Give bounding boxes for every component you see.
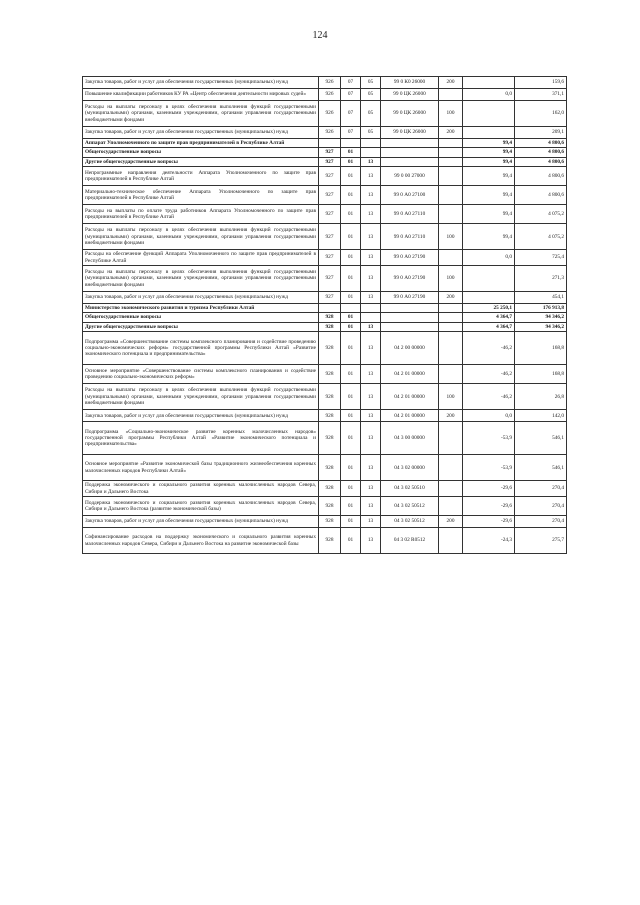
row-description: Закупка товаров, работ и услуг для обеспечения государственных (муниципальных) нужд xyxy=(83,292,319,304)
target-article: 99 0 00 27000 xyxy=(381,167,439,186)
row-description: Другие общегосударственные вопросы xyxy=(83,157,319,166)
target-article: 99 0 А0 27100 xyxy=(381,186,439,205)
amount-total: 454,1 xyxy=(515,292,567,304)
target-article: 04 2 01 00000 xyxy=(381,384,439,410)
subsection-code xyxy=(361,148,381,157)
table-row xyxy=(83,313,567,322)
amount-change: 99,4 xyxy=(463,139,515,148)
amount-total: 270,4 xyxy=(515,516,567,528)
section-code: 07 xyxy=(341,77,361,89)
expense-type xyxy=(439,481,463,497)
amount-change: -53,9 xyxy=(463,455,515,481)
ministry-code: 928 xyxy=(319,365,341,384)
table-row xyxy=(83,205,567,224)
amount-change: -29,6 xyxy=(463,497,515,516)
section-code xyxy=(341,139,361,148)
amount-total: 159,6 xyxy=(515,77,567,89)
expense-type: 200 xyxy=(439,410,463,422)
ministry-code: 928 xyxy=(319,332,341,365)
ministry-code: 927 xyxy=(319,266,341,292)
ministry-code: 927 xyxy=(319,292,341,304)
expense-type xyxy=(439,422,463,455)
expense-type xyxy=(439,148,463,157)
amount-change: -46,2 xyxy=(463,332,515,365)
amount-total: 176 913,8 xyxy=(515,304,567,313)
section-code: 07 xyxy=(341,101,361,127)
subsection-code: 13 xyxy=(361,167,381,186)
ministry-code xyxy=(319,304,341,313)
subsection-code: 13 xyxy=(361,186,381,205)
subsection-code xyxy=(361,304,381,313)
subsection-code: 13 xyxy=(361,422,381,455)
table-row xyxy=(83,266,567,292)
table-row xyxy=(83,292,567,304)
table-row xyxy=(83,497,567,516)
subsection-code: 13 xyxy=(361,516,381,528)
expense-type: 100 xyxy=(439,224,463,250)
ministry-code: 927 xyxy=(319,250,341,266)
expense-type xyxy=(439,186,463,205)
amount-total: 94 346,2 xyxy=(515,313,567,322)
amount-change: 99,4 xyxy=(463,157,515,166)
section-code: 01 xyxy=(341,422,361,455)
target-article xyxy=(381,148,439,157)
amount-total: 546,1 xyxy=(515,455,567,481)
section-code: 01 xyxy=(341,365,361,384)
table-row xyxy=(83,304,567,313)
section-code: 01 xyxy=(341,313,361,322)
subsection-code: 13 xyxy=(361,292,381,304)
subsection-code: 05 xyxy=(361,89,381,101)
table-row xyxy=(83,186,567,205)
amount-change: 99,4 xyxy=(463,186,515,205)
subsection-code: 13 xyxy=(361,455,381,481)
row-description: Материально-техническое обеспечение Аппарата Уполномоченного по защите прав предпринимателей в Республике Алтай xyxy=(83,186,319,205)
subsection-code xyxy=(361,313,381,322)
section-code: 01 xyxy=(341,292,361,304)
target-article xyxy=(381,157,439,166)
target-article: 99 0 ЦК 26000 xyxy=(381,127,439,139)
table-row xyxy=(83,148,567,157)
amount-change: 99,4 xyxy=(463,224,515,250)
amount-total: 371,1 xyxy=(515,89,567,101)
amount-change xyxy=(463,127,515,139)
subsection-code: 13 xyxy=(361,224,381,250)
amount-total: 4 800,6 xyxy=(515,157,567,166)
subsection-code: 05 xyxy=(361,77,381,89)
target-article: 99 0 А0 27110 xyxy=(381,224,439,250)
table-row xyxy=(83,139,567,148)
expense-type xyxy=(439,304,463,313)
target-article: 04 3 02 50512 xyxy=(381,497,439,516)
amount-change: 25 250,1 xyxy=(463,304,515,313)
subsection-code: 13 xyxy=(361,481,381,497)
section-code: 01 xyxy=(341,250,361,266)
expense-type: 200 xyxy=(439,77,463,89)
target-article: 04 3 02 R0512 xyxy=(381,528,439,554)
subsection-code: 13 xyxy=(361,266,381,292)
table-row xyxy=(83,224,567,250)
target-article: 99 0 А0 27190 xyxy=(381,250,439,266)
section-code: 01 xyxy=(341,528,361,554)
amount-change: 4 364,7 xyxy=(463,322,515,331)
amount-total: 4 075,2 xyxy=(515,205,567,224)
row-description: Закупка товаров, работ и услуг для обеспечения государственных (муниципальных) нужд xyxy=(83,127,319,139)
amount-total: 270,4 xyxy=(515,481,567,497)
ministry-code xyxy=(319,139,341,148)
row-description: Подпрограмма «Социально-экономическое развитие коренных малочисленных народов» государственной программы Республики Алтай «Развитие экономического потенциала и предпринимательства» xyxy=(83,422,319,455)
section-code: 07 xyxy=(341,89,361,101)
amount-total: 162,0 xyxy=(515,101,567,127)
table-row xyxy=(83,157,567,166)
row-description: Расходы на выплаты персоналу в целях обеспечения выполнения функций государственными (муниципальными) органами, казенными учреждениями, органами управления государственными внебюджетными фондами xyxy=(83,224,319,250)
amount-change: 99,4 xyxy=(463,148,515,157)
amount-change: 0,0 xyxy=(463,250,515,266)
table-row xyxy=(83,89,567,101)
table-row xyxy=(83,365,567,384)
expense-type xyxy=(439,455,463,481)
row-description: Другие общегосударственные вопросы xyxy=(83,322,319,331)
ministry-code: 926 xyxy=(319,77,341,89)
amount-change: 99,4 xyxy=(463,167,515,186)
ministry-code: 928 xyxy=(319,313,341,322)
row-description: Повышение квалификации работников КУ РА «Центр обеспечения деятельности мировых судей» xyxy=(83,89,319,101)
row-description: Расходы на выплаты персоналу в целях обеспечения выполнения функций государственными (муниципальными) органами, казенными учреждениями, органами управления государственными внебюджетными фондами xyxy=(83,384,319,410)
ministry-code: 928 xyxy=(319,410,341,422)
amount-change: 99,4 xyxy=(463,205,515,224)
section-code: 01 xyxy=(341,497,361,516)
subsection-code: 13 xyxy=(361,497,381,516)
ministry-code: 927 xyxy=(319,224,341,250)
target-article: 04 2 01 00000 xyxy=(381,365,439,384)
expense-type xyxy=(439,139,463,148)
section-code xyxy=(341,304,361,313)
amount-total: 26,8 xyxy=(515,384,567,410)
section-code: 01 xyxy=(341,455,361,481)
section-code: 01 xyxy=(341,167,361,186)
amount-change: 4 364,7 xyxy=(463,313,515,322)
table-row xyxy=(83,455,567,481)
amount-total: 4 800,6 xyxy=(515,148,567,157)
table-row xyxy=(83,101,567,127)
table-row xyxy=(83,127,567,139)
expense-type xyxy=(439,497,463,516)
amount-change: -53,9 xyxy=(463,422,515,455)
table-row xyxy=(83,167,567,186)
table-row xyxy=(83,422,567,455)
target-article: 04 3 02 50510 xyxy=(381,481,439,497)
budget-table xyxy=(82,76,567,554)
ministry-code: 926 xyxy=(319,127,341,139)
ministry-code: 927 xyxy=(319,205,341,224)
expense-type: 100 xyxy=(439,266,463,292)
ministry-code: 927 xyxy=(319,186,341,205)
ministry-code: 928 xyxy=(319,481,341,497)
amount-total: 725,4 xyxy=(515,250,567,266)
expense-type xyxy=(439,528,463,554)
target-article: 04 3 02 00000 xyxy=(381,455,439,481)
table-row xyxy=(83,322,567,331)
target-article: 99 0 А0 27110 xyxy=(381,205,439,224)
ministry-code: 926 xyxy=(319,89,341,101)
expense-type xyxy=(439,89,463,101)
amount-total: 546,1 xyxy=(515,422,567,455)
subsection-code: 13 xyxy=(361,365,381,384)
ministry-code: 928 xyxy=(319,322,341,331)
table-row xyxy=(83,384,567,410)
section-code: 01 xyxy=(341,224,361,250)
expense-type xyxy=(439,332,463,365)
amount-total: 4 075,2 xyxy=(515,224,567,250)
subsection-code: 05 xyxy=(361,127,381,139)
ministry-code: 928 xyxy=(319,384,341,410)
table-row xyxy=(83,528,567,554)
expense-type: 100 xyxy=(439,101,463,127)
amount-total: 4 800,6 xyxy=(515,167,567,186)
expense-type: 200 xyxy=(439,292,463,304)
row-description: Расходы на обеспечение функций Аппарата Уполномоченного по защите прав предпринимателей в Республике Алтай xyxy=(83,250,319,266)
table-row xyxy=(83,481,567,497)
amount-total: 142,0 xyxy=(515,410,567,422)
section-code: 01 xyxy=(341,332,361,365)
expense-type xyxy=(439,313,463,322)
subsection-code: 13 xyxy=(361,410,381,422)
target-article: 99 0 К0 26000 xyxy=(381,77,439,89)
row-description: Поддержка экономического и социального развития коренных малочисленных народов Севера, Сибири и Дальнего Востока xyxy=(83,481,319,497)
amount-change xyxy=(463,77,515,89)
amount-total: 168,8 xyxy=(515,365,567,384)
section-code: 01 xyxy=(341,384,361,410)
expense-type xyxy=(439,365,463,384)
row-description: Расходы на выплаты персоналу в целях обеспечения выполнения функций государственными (муниципальными) органами, казенными учреждениями, органами управления государственными внебюджетными фондами xyxy=(83,101,319,127)
target-article xyxy=(381,304,439,313)
row-description: Закупка товаров, работ и услуг для обеспечения государственных (муниципальных) нужд xyxy=(83,410,319,422)
ministry-code: 928 xyxy=(319,497,341,516)
amount-total: 209,1 xyxy=(515,127,567,139)
ministry-code: 926 xyxy=(319,101,341,127)
amount-change: -46,2 xyxy=(463,384,515,410)
table-row xyxy=(83,332,567,365)
expense-type xyxy=(439,322,463,331)
section-code: 01 xyxy=(341,266,361,292)
amount-total: 4 800,6 xyxy=(515,186,567,205)
target-article: 99 0 ЦК 26000 xyxy=(381,101,439,127)
target-article xyxy=(381,322,439,331)
section-code: 01 xyxy=(341,516,361,528)
expense-type xyxy=(439,157,463,166)
target-article: 04 3 00 00000 xyxy=(381,422,439,455)
row-description: Основное мероприятие «Развитие экономической базы традиционного жизнеобеспечения коренных малочисленных народов Республики Алтай» xyxy=(83,455,319,481)
expense-type: 200 xyxy=(439,127,463,139)
table-row xyxy=(83,250,567,266)
row-description: Закупка товаров, работ и услуг для обеспечения государственных (муниципальных) нужд xyxy=(83,77,319,89)
subsection-code: 13 xyxy=(361,250,381,266)
row-description: Поддержка экономического и социального развития коренных малочисленных народов Севера, Сибири и Дальнего Востока (развитие экономической базы) xyxy=(83,497,319,516)
expense-type: 200 xyxy=(439,516,463,528)
section-code: 01 xyxy=(341,205,361,224)
target-article: 99 0 А0 27190 xyxy=(381,292,439,304)
subsection-code: 05 xyxy=(361,101,381,127)
row-description: Министерство экономического развития и туризма Республики Алтай xyxy=(83,304,319,313)
amount-total: 168,8 xyxy=(515,332,567,365)
amount-total: 4 800,6 xyxy=(515,139,567,148)
table-row xyxy=(83,516,567,528)
target-article: 04 3 02 50512 xyxy=(381,516,439,528)
amount-change: 0,0 xyxy=(463,410,515,422)
expense-type xyxy=(439,205,463,224)
amount-change: -46,2 xyxy=(463,365,515,384)
row-description: Основное мероприятие «Совершенствование системы комплексного планирования и содействие проведению социально-экономических реформ» xyxy=(83,365,319,384)
section-code: 01 xyxy=(341,322,361,331)
amount-change xyxy=(463,101,515,127)
amount-change xyxy=(463,266,515,292)
subsection-code: 13 xyxy=(361,332,381,365)
target-article xyxy=(381,139,439,148)
row-description: Общегосударственные вопросы xyxy=(83,148,319,157)
amount-change xyxy=(463,292,515,304)
amount-change: 0,0 xyxy=(463,89,515,101)
target-article: 04 2 01 00000 xyxy=(381,410,439,422)
amount-total: 270,4 xyxy=(515,497,567,516)
row-description: Закупка товаров, работ и услуг для обеспечения государственных (муниципальных) нужд xyxy=(83,516,319,528)
subsection-code: 13 xyxy=(361,322,381,331)
ministry-code: 927 xyxy=(319,157,341,166)
target-article: 99 0 А0 27190 xyxy=(381,266,439,292)
expense-type xyxy=(439,250,463,266)
ministry-code: 928 xyxy=(319,422,341,455)
ministry-code: 928 xyxy=(319,455,341,481)
row-description: Софинансирование расходов на поддержку экономического и социального развития коренных малочисленных народов Севера, Сибири и Дальнего Востока на развитие экономической базы xyxy=(83,528,319,554)
section-code: 01 xyxy=(341,157,361,166)
amount-total: 275,7 xyxy=(515,528,567,554)
row-description: Расходы на выплаты персоналу в целях обеспечения выполнения функций государственными (муниципальными) органами, казенными учреждениями, органами управления государственными внебюджетными фондами xyxy=(83,266,319,292)
subsection-code: 13 xyxy=(361,384,381,410)
section-code: 07 xyxy=(341,127,361,139)
expense-type: 100 xyxy=(439,384,463,410)
section-code: 01 xyxy=(341,148,361,157)
subsection-code xyxy=(361,139,381,148)
subsection-code: 13 xyxy=(361,157,381,166)
row-description: Аппарат Уполномоченного по защите прав предпринимателей в Республике Алтай xyxy=(83,139,319,148)
row-description: Непрограммные направления деятельности Аппарата Уполномоченного по защите прав предпринимателей в Республике Алтай xyxy=(83,167,319,186)
target-article: 99 0 ЦК 26000 xyxy=(381,89,439,101)
row-description: Общегосударственные вопросы xyxy=(83,313,319,322)
budget-table-body xyxy=(83,77,567,554)
ministry-code: 927 xyxy=(319,167,341,186)
subsection-code: 13 xyxy=(361,528,381,554)
amount-change: -24,3 xyxy=(463,528,515,554)
ministry-code: 927 xyxy=(319,148,341,157)
row-description: Расходы на выплаты по оплате труда работников Аппарата Уполномоченного по защите прав предпринимателей в Республике Алтай xyxy=(83,205,319,224)
table-row xyxy=(83,77,567,89)
row-description: Подпрограмма «Совершенствование системы комплексного планирования и содействие проведению социально-экономических реформ» государственной программы Республики Алтай «Развитие экономического потенциала и предпринимательства» xyxy=(83,332,319,365)
target-article: 04 2 00 00000 xyxy=(381,332,439,365)
page-number: 124 xyxy=(312,30,328,41)
amount-change: -29,6 xyxy=(463,481,515,497)
amount-change: -29,6 xyxy=(463,516,515,528)
target-article xyxy=(381,313,439,322)
section-code: 01 xyxy=(341,481,361,497)
ministry-code: 928 xyxy=(319,528,341,554)
expense-type xyxy=(439,167,463,186)
amount-total: 271,3 xyxy=(515,266,567,292)
section-code: 01 xyxy=(341,410,361,422)
section-code: 01 xyxy=(341,186,361,205)
subsection-code: 13 xyxy=(361,205,381,224)
amount-total: 94 346,2 xyxy=(515,322,567,331)
ministry-code: 928 xyxy=(319,516,341,528)
table-row xyxy=(83,410,567,422)
